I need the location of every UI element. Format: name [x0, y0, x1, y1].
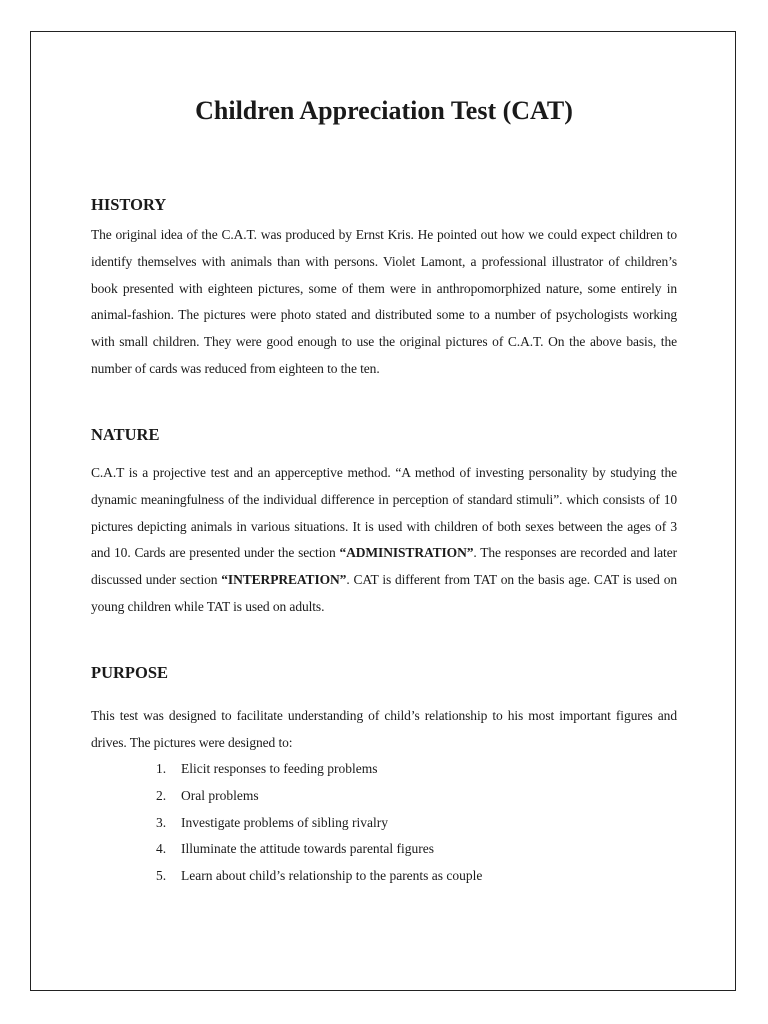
- list-item: [156, 756, 482, 783]
- list-item-number: 3.: [156, 814, 167, 830]
- list-item: [156, 783, 482, 810]
- list-item: [156, 863, 482, 890]
- list-item-number: 4.: [156, 841, 167, 857]
- list-item-text: Learn about child’s relationship to the parents as couple: [181, 868, 483, 884]
- list-item: [156, 836, 482, 863]
- purpose-list: [156, 756, 482, 890]
- list-item-text: Investigate problems of sibling rivalry: [181, 814, 388, 830]
- history-paragraph: The original idea of the C.A.T. was produced by Ernst Kris. He pointed out how we could expect children to identify themselves with animals than with persons. Violet Lamont, a professional illustrator of children’s book presented with eighteen pictures, some of them were in anthropomorphized nature, some entirely in animal-fashion. The pictures were photo stated and distributed some to a number of psychologists working with small children. They were good enough to use the original pictures of C.A.T. On the above basis, the number of cards was reduced from eighteen to the ten.: [91, 227, 677, 376]
- nature-text-1: C.A.T is a projective test and an apperceptive method. “A method of investing personality by studying the dynamic meaningfulness of the individual difference in perception of standard stimuli”. which consists of 10 pictures depicting animals in various situations. It is used with children of both sexes between the ages of 3 and 10. Cards are presented under the section: [91, 465, 677, 561]
- purpose-heading: PURPOSE: [91, 663, 169, 682]
- list-item-text: Oral problems: [181, 787, 259, 803]
- nature-paragraph: [91, 460, 677, 621]
- nature-text-3: . CAT is different from TAT on the basis age. CAT is used on young children while TAT is used on adults.: [91, 572, 677, 614]
- list-item: [156, 810, 482, 837]
- list-item-number: 2.: [156, 787, 167, 803]
- purpose-paragraph: This test was designed to facilitate understanding of child’s relationship to his most important figures and drives. The pictures were designed to:: [91, 708, 677, 750]
- administration-term: “ADMINISTRATION”: [339, 545, 474, 561]
- list-item-number: 5.: [156, 868, 167, 884]
- list-item-text: Elicit responses to feeding problems: [181, 761, 378, 776]
- document-title: Children Appreciation Test (CAT): [195, 96, 573, 125]
- interpretation-term: “INTERPREATION”: [221, 572, 347, 588]
- history-heading: HISTORY: [91, 195, 167, 214]
- list-item-number: 1.: [156, 761, 167, 776]
- nature-text-2: . The responses are recorded and later discussed under section: [91, 545, 677, 588]
- nature-heading: NATURE: [91, 425, 160, 444]
- list-item-text: Illuminate the attitude towards parental figures: [181, 841, 435, 857]
